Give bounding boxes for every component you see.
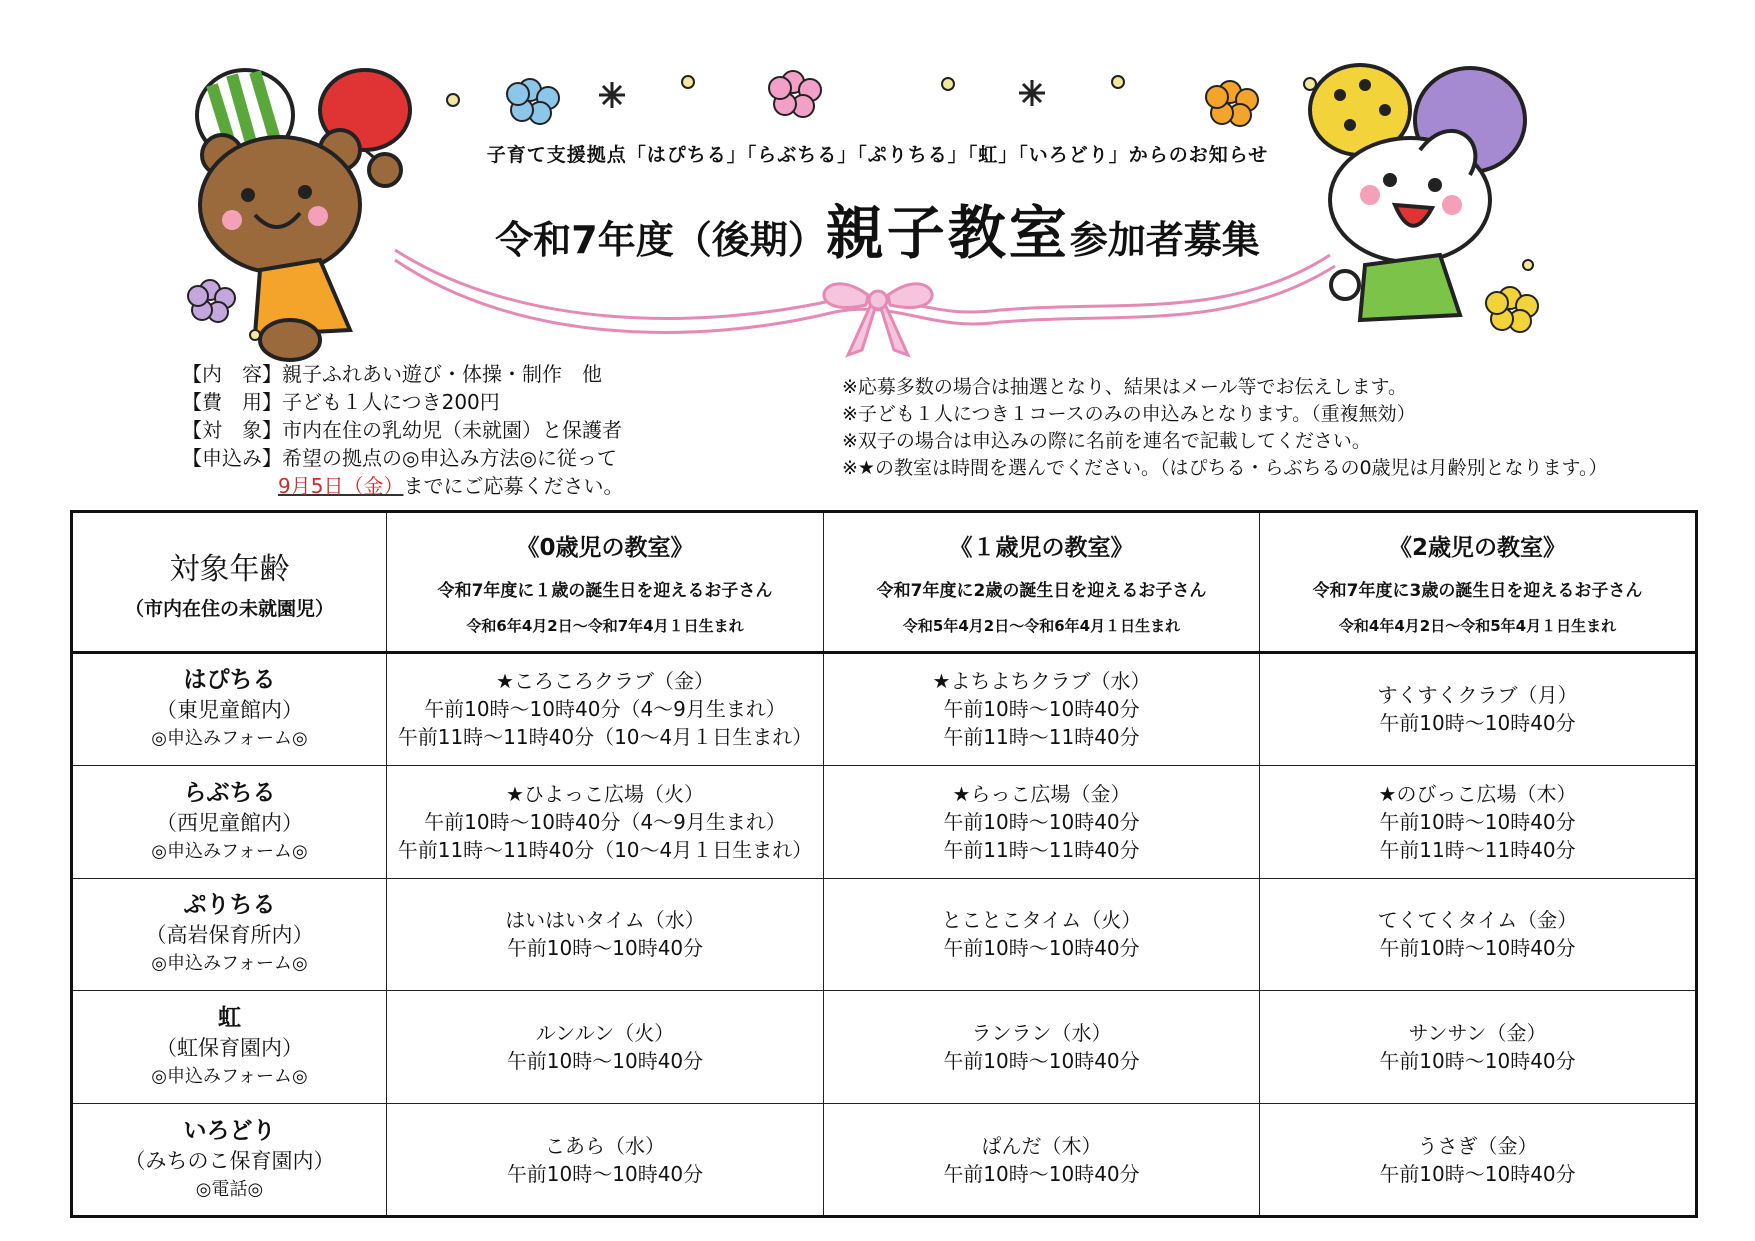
- column-title: 《１歳児の教室》: [949, 534, 1134, 561]
- site-place: （東児童館内）: [156, 698, 303, 723]
- class-time: 午前10時～10時40分: [943, 936, 1140, 961]
- class-name: サンサン（金）: [1408, 1021, 1547, 1046]
- table-row: [72, 878, 1697, 991]
- table-row: [72, 653, 1697, 766]
- site-place: （高岩保育所内）: [145, 923, 314, 948]
- column-title: 《0歳児の教室》: [516, 534, 694, 561]
- info-content: 【内 容】親子ふれあい遊び・体操・制作 他: [182, 362, 602, 386]
- class-name: ★ひよっこ広場（火）: [506, 781, 704, 806]
- class-name: ★らっこ広場（金）: [952, 781, 1131, 806]
- header-subtitle: 子育て支援拠点「はぴちる」「らぶちる」「ぷりちる」「虹」「いろどり」からのお知らせ: [486, 144, 1269, 166]
- site-cell: [72, 878, 387, 991]
- site-cell: [72, 653, 387, 766]
- site-place: （虹保育園内）: [156, 1036, 303, 1061]
- class-name: ランラン（水）: [971, 1021, 1112, 1046]
- class-cell: [1260, 991, 1697, 1104]
- class-name: ★のびっこ広場（木）: [1378, 781, 1577, 806]
- class-cell: [1260, 878, 1697, 991]
- table-row: [72, 1104, 1697, 1217]
- class-name: はいはいタイム（水）: [505, 908, 705, 933]
- class-name: こあら（水）: [545, 1133, 665, 1158]
- class-time: 午前10時～10時40分: [506, 1161, 704, 1186]
- info-target: 【対 象】市内在住の乳幼児（未就園）と保護者: [182, 418, 622, 442]
- site-name: ぷりちる: [183, 892, 276, 919]
- corner-sublabel: （市内在住の未就園児）: [124, 597, 334, 620]
- class-time: 午前10時～10時40分: [943, 809, 1140, 834]
- class-cell: [824, 653, 1260, 766]
- class-time: 午前10時～10時40分: [1379, 1161, 1576, 1186]
- site-apply-method[interactable]: ◎申込みフォーム◎: [151, 728, 308, 750]
- note-one-course: ※子ども１人につき１コースのみの申込みとなります。（重複無効）: [842, 403, 1416, 425]
- info-left-block: [182, 360, 623, 500]
- class-time: 午前11時～11時40分（10～4月１日生まれ）: [397, 725, 813, 750]
- notes-block: [842, 374, 1608, 482]
- column-birth-range: 令和4年4月2日～令和5年4月１日生まれ: [1338, 616, 1617, 635]
- class-time: 午前11時～11時40分: [943, 837, 1140, 862]
- column-title: 《2歳児の教室》: [1388, 534, 1566, 561]
- class-time: 午前10時～10時40分: [506, 936, 704, 961]
- table-row: [72, 765, 1697, 878]
- site-cell: [72, 1104, 387, 1217]
- site-place: （西児童館内）: [156, 810, 303, 835]
- class-cell: [1260, 1104, 1697, 1217]
- site-name: いろどり: [183, 1117, 276, 1144]
- corner-cell: [72, 512, 387, 653]
- site-apply-method[interactable]: ◎電話◎: [195, 1178, 264, 1200]
- class-time: 午前10時～10時40分（4～9月生まれ）: [424, 809, 786, 834]
- title-suffix: 参加者募集: [1069, 218, 1260, 262]
- class-cell: [824, 991, 1260, 1104]
- class-cell: [1260, 765, 1697, 878]
- class-time: 午前11時～11時40分: [943, 725, 1140, 750]
- site-cell: [72, 991, 387, 1104]
- class-time: 午前10時～10時40分: [1379, 936, 1576, 961]
- site-cell: [72, 765, 387, 878]
- class-cell: [387, 765, 824, 878]
- site-name: 虹: [218, 1005, 241, 1032]
- column-birth-range: 令和5年4月2日～令和6年4月１日生まれ: [902, 616, 1181, 635]
- corner-label: 対象年齢: [169, 551, 290, 587]
- class-name: ぱんだ（木）: [981, 1133, 1102, 1158]
- class-cell: [387, 878, 824, 991]
- info-deadline-row: [182, 472, 623, 500]
- class-cell: [387, 653, 824, 766]
- class-time: 午前10時～10時40分（4～9月生まれ）: [424, 697, 786, 722]
- table-row: [72, 991, 1697, 1104]
- site-name: らぶちる: [183, 779, 276, 806]
- site-apply-method[interactable]: ◎申込みフォーム◎: [151, 1066, 308, 1088]
- class-time: 午前10時～10時40分: [943, 1161, 1140, 1186]
- class-time: 午前10時～10時40分: [1379, 711, 1576, 736]
- column-header-age0: [387, 512, 824, 653]
- column-desc: 令和7年度に3歳の誕生日を迎えるお子さん: [1312, 580, 1643, 601]
- note-star-time: ※★の教室は時間を選んでください。（はぴちる・らぶちるの0歳児は月齢別となります。）: [842, 457, 1608, 479]
- deadline-suffix: までにご応募ください。: [403, 474, 624, 498]
- class-cell: [387, 1104, 824, 1217]
- page-title: [0, 186, 1755, 270]
- class-cell: [1260, 653, 1697, 766]
- note-lottery: ※応募多数の場合は抽選となり、結果はメール等でお伝えします。: [842, 376, 1408, 398]
- class-time: 午前10時～10時40分: [943, 1049, 1140, 1074]
- column-desc: 令和7年度に2歳の誕生日を迎えるお子さん: [876, 580, 1207, 601]
- class-cell: [824, 765, 1260, 878]
- class-time: 午前10時～10時40分: [1379, 1049, 1576, 1074]
- class-name: ★よちよちクラブ（水）: [932, 669, 1151, 694]
- info-apply: 【申込み】希望の拠点の◎申込み方法◎に従って: [182, 446, 617, 470]
- column-desc: 令和7年度に１歳の誕生日を迎えるお子さん: [437, 580, 773, 601]
- class-time: 午前10時～10時40分: [1379, 809, 1576, 834]
- class-name: ★ころころクラブ（金）: [496, 669, 714, 694]
- table-header-row: [72, 512, 1697, 653]
- site-apply-method[interactable]: ◎申込みフォーム◎: [151, 953, 308, 975]
- deadline-date: 9月5日（金）: [278, 474, 404, 498]
- class-cell: [387, 991, 824, 1104]
- title-main: 親子教室: [825, 199, 1070, 267]
- column-header-age1: [824, 512, 1260, 653]
- title-prefix: 令和7年度（後期）: [495, 218, 826, 262]
- column-header-age2: [1260, 512, 1697, 653]
- column-birth-range: 令和6年4月2日～令和7年4月１日生まれ: [466, 616, 744, 635]
- class-time: 午前11時～11時40分（10～4月１日生まれ）: [397, 837, 813, 862]
- star-decorations: [599, 80, 1045, 108]
- site-apply-method[interactable]: ◎申込みフォーム◎: [151, 840, 308, 862]
- class-cell: [824, 1104, 1260, 1217]
- class-cell: [824, 878, 1260, 991]
- site-place: （みちのこ保育園内）: [124, 1148, 335, 1173]
- class-time: 午前11時～11時40分: [1379, 837, 1576, 862]
- schedule-table: [70, 510, 1698, 1218]
- class-time: 午前10時～10時40分: [943, 697, 1140, 722]
- note-twins: ※双子の場合は申込みの際に名前を連名で記載してください。: [842, 430, 1371, 452]
- site-name: はぴちる: [183, 667, 276, 694]
- bow-icon: [824, 284, 932, 355]
- class-name: うさぎ（金）: [1417, 1133, 1538, 1158]
- class-name: とことこタイム（火）: [941, 908, 1142, 933]
- class-name: すくすくクラブ（月）: [1377, 683, 1578, 708]
- class-time: 午前10時～10時40分: [506, 1049, 704, 1074]
- class-name: てくてくタイム（金）: [1377, 908, 1578, 933]
- class-name: ルンルン（火）: [535, 1021, 675, 1046]
- info-fee: 【費 用】子ども１人につき200円: [182, 390, 500, 414]
